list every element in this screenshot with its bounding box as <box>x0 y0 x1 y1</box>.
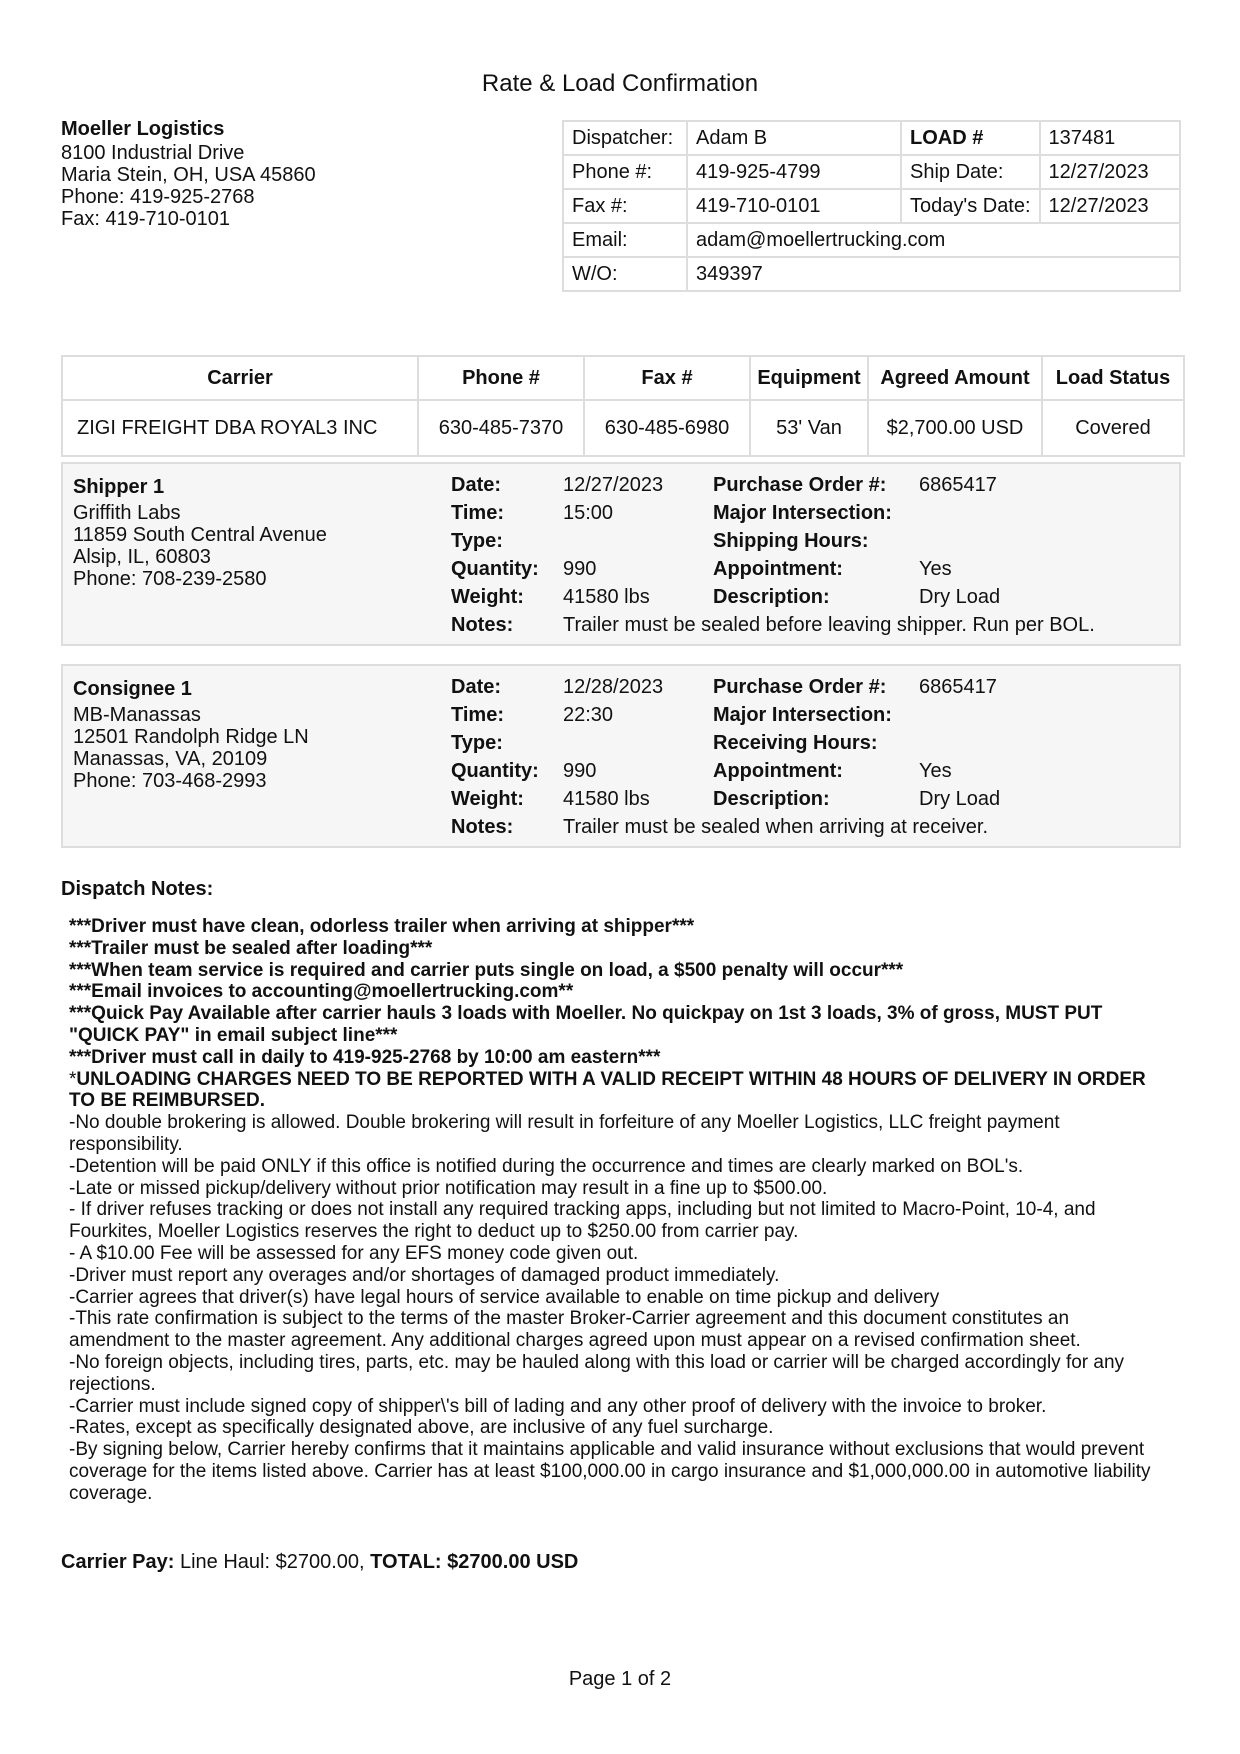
note-line: -By signing below, Carrier hereby confirms that it maintains applicable and valid insurance without exclusions that would prevent coverage for the items listed above. Carrier has at least $100,000.00 in cargo insurance and $1,000,000.00 in automotive liability coverage. <box>69 1439 1151 1504</box>
major-intersection-label: Major Intersection: <box>713 704 892 726</box>
shipper-date: 12/27/2023 <box>563 474 664 496</box>
carrier-pay-label: Carrier Pay: <box>61 1551 175 1573</box>
major-intersection-label: Major Intersection: <box>713 502 892 524</box>
consignee-appointment: Yes <box>919 760 952 782</box>
column-header: Fax # <box>584 356 750 400</box>
quantity-label: Quantity: <box>451 760 539 782</box>
weight-label: Weight: <box>451 788 524 810</box>
description-label: Description: <box>713 586 830 608</box>
consignee-weight: 41580 lbs <box>563 788 650 810</box>
dispatch-fax-value: 419-710-0101 <box>687 189 901 223</box>
shipper-phone: Phone: 708-239-2580 <box>73 568 267 590</box>
note-prefix: * <box>69 1068 77 1090</box>
consignee-quantity: 990 <box>563 760 597 782</box>
shipper-quantity: 990 <box>563 558 597 580</box>
date-label: Date: <box>451 474 502 496</box>
agreed-amount-cell: $2,700.00 USD <box>868 400 1042 456</box>
shipper-weight: 41580 lbs <box>563 586 650 608</box>
load-number-label: LOAD # <box>901 121 1040 155</box>
purchase-order-label: Purchase Order #: <box>713 474 887 496</box>
receiving-hours-label: Receiving Hours: <box>713 732 878 754</box>
consignee-address-block <box>73 678 309 792</box>
column-header: Load Status <box>1042 356 1184 400</box>
company-block <box>61 118 316 230</box>
note-line: -No foreign objects, including tires, parts, etc. may be hauled along with this load or carrier will be charged accordingly for any rejections. <box>69 1351 1125 1395</box>
consignee-address-line1: 12501 Randolph Ridge LN <box>73 726 309 748</box>
company-name: Moeller Logistics <box>61 118 225 140</box>
note-text: UNLOADING CHARGES NEED TO BE REPORTED WITH A VALID RECEIPT WITHIN 48 HOURS OF DELIVERY IN ORDER TO BE REIMBURSED. <box>69 1068 1146 1112</box>
weight-label: Weight: <box>451 586 524 608</box>
column-header: Carrier <box>62 356 418 400</box>
note-line: - A $10.00 Fee will be assessed for any EFS money code given out. <box>69 1242 639 1264</box>
appointment-label: Appointment: <box>713 760 843 782</box>
date-label: Date: <box>451 676 502 698</box>
column-header: Equipment <box>750 356 868 400</box>
type-label: Type: <box>451 732 503 754</box>
carrier-table <box>61 355 1185 457</box>
total-amount: TOTAL: $2700.00 USD <box>370 1551 579 1573</box>
purchase-order-label: Purchase Order #: <box>713 676 887 698</box>
dispatch-notes <box>69 916 1169 1505</box>
time-label: Time: <box>451 704 504 726</box>
consignee-notes: Trailer must be sealed when arriving at receiver. <box>563 816 988 838</box>
note-line: -Rates, except as specifically designated above, are inclusive of any fuel surcharge. <box>69 1417 774 1439</box>
shipper-notes: Trailer must be sealed before leaving shipper. Run per BOL. <box>563 614 1095 636</box>
shipper-section <box>61 462 1181 646</box>
note-line: ***When team service is required and carrier puts single on load, a $500 penalty will occur*** <box>69 959 904 981</box>
carrier-phone-cell: 630-485-7370 <box>418 400 584 456</box>
dispatch-info-table <box>562 120 1181 292</box>
dispatch-phone-label: Phone #: <box>563 155 687 189</box>
note-line: -Carrier agrees that driver(s) have legal hours of service available to enable on time pickup and delivery <box>69 1286 940 1308</box>
consignee-time: 22:30 <box>563 704 614 726</box>
appointment-label: Appointment: <box>713 558 843 580</box>
note-line: -No double brokering is allowed. Double brokering will result in forfeiture of any Moeller Logistics, LLC freight payment responsibility. <box>69 1112 1060 1155</box>
time-label: Time: <box>451 502 504 524</box>
notes-label: Notes: <box>451 816 514 838</box>
dispatcher-label: Dispatcher: <box>563 121 687 155</box>
note-line: - If driver refuses tracking or does not install any required tracking apps, including but not limited to Macro-Point, 10-4, and Fourkites, Moeller Logistics reserves the right to deduct up to $250.00 from carrier pay. <box>69 1199 1096 1243</box>
table-row <box>62 400 1184 456</box>
shipper-purchase-order: 6865417 <box>919 474 997 496</box>
todays-date-value: 12/27/2023 <box>1040 189 1180 223</box>
dispatch-fax-label: Fax #: <box>563 189 687 223</box>
note-line: ***Email invoices to accounting@moellertrucking.com** <box>69 981 574 1003</box>
dispatcher-value: Adam B <box>687 121 901 155</box>
dispatch-notes-heading: Dispatch Notes: <box>61 878 214 900</box>
page-number: Page 1 of 2 <box>568 1668 672 1690</box>
note-line: -Driver must report any overages and/or shortages of damaged product immediately. <box>69 1264 780 1286</box>
carrier-pay-summary <box>61 1551 578 1574</box>
ship-date-label: Ship Date: <box>901 155 1040 189</box>
todays-date-label: Today's Date: <box>901 189 1040 223</box>
company-fax: Fax: 419-710-0101 <box>61 208 231 230</box>
shipper-address-line2: Alsip, IL, 60803 <box>73 546 211 568</box>
load-status-cell: Covered <box>1042 400 1184 456</box>
company-phone: Phone: 419-925-2768 <box>61 186 255 208</box>
shipper-name: Griffith Labs <box>73 502 181 524</box>
company-address-line1: 8100 Industrial Drive <box>61 142 245 164</box>
consignee-date: 12/28/2023 <box>563 676 664 698</box>
consignee-name: MB-Manassas <box>73 704 201 726</box>
shipper-time: 15:00 <box>563 502 614 524</box>
shipper-description: Dry Load <box>919 586 1001 608</box>
equipment-cell: 53' Van <box>750 400 868 456</box>
note-line: -Late or missed pickup/delivery without prior notification may result in a fine up to $500.00. <box>69 1177 828 1199</box>
consignee-phone: Phone: 703-468-2993 <box>73 770 267 792</box>
dispatch-phone-value: 419-925-4799 <box>687 155 901 189</box>
shipper-heading: Shipper 1 <box>73 476 165 498</box>
type-label: Type: <box>451 530 503 552</box>
shipper-appointment: Yes <box>919 558 952 580</box>
note-line: -This rate confirmation is subject to the terms of the master Broker-Carrier agreement and this document constitutes an amendment to the master agreement. Any additional charges agreed upon must appear on a revised confirmation sheet. <box>69 1308 1081 1352</box>
carrier-name-cell: ZIGI FREIGHT DBA ROYAL3 INC <box>62 400 418 456</box>
notes-label: Notes: <box>451 614 514 636</box>
ship-date-value: 12/27/2023 <box>1040 155 1180 189</box>
load-number-value: 137481 <box>1040 121 1180 155</box>
dispatch-email-label: Email: <box>563 223 687 257</box>
line-haul-amount: Line Haul: $2700.00, <box>179 1551 365 1573</box>
work-order-label: W/O: <box>563 257 687 291</box>
shipper-address-block <box>73 476 327 590</box>
document-title: Rate & Load Confirmation <box>481 70 759 97</box>
quantity-label: Quantity: <box>451 558 539 580</box>
note-line: ***Trailer must be sealed after loading*** <box>69 937 433 959</box>
column-header: Agreed Amount <box>868 356 1042 400</box>
note-line <box>69 1069 1169 1113</box>
work-order-value: 349397 <box>687 257 1180 291</box>
note-line: -Carrier must include signed copy of shipper\'s bill of lading and any other proof of delivery with the invoice to broker. <box>69 1395 1047 1417</box>
shipper-address-line1: 11859 South Central Avenue <box>73 524 327 546</box>
note-line: ***Quick Pay Available after carrier hauls 3 loads with Moeller. No quickpay on 1st 3 loads, 3% of gross, MUST PUT "QUICK PAY" in email subject line*** <box>69 1003 1103 1046</box>
consignee-section <box>61 664 1181 848</box>
dispatch-email-value: adam@moellertrucking.com <box>687 223 1180 257</box>
consignee-description: Dry Load <box>919 788 1001 810</box>
carrier-table-header <box>62 356 1184 400</box>
carrier-fax-cell: 630-485-6980 <box>584 400 750 456</box>
consignee-heading: Consignee 1 <box>73 678 192 700</box>
company-address-line2: Maria Stein, OH, USA 45860 <box>61 164 316 186</box>
note-line: -Detention will be paid ONLY if this office is notified during the occurrence and times are clearly marked on BOL's. <box>69 1155 1024 1177</box>
description-label: Description: <box>713 788 830 810</box>
note-line: ***Driver must have clean, odorless trailer when arriving at shipper*** <box>69 916 695 937</box>
shipping-hours-label: Shipping Hours: <box>713 530 869 552</box>
consignee-address-line2: Manassas, VA, 20109 <box>73 748 268 770</box>
consignee-purchase-order: 6865417 <box>919 676 997 698</box>
column-header: Phone # <box>418 356 584 400</box>
note-line: ***Driver must call in daily to 419-925-2768 by 10:00 am eastern*** <box>69 1046 661 1068</box>
